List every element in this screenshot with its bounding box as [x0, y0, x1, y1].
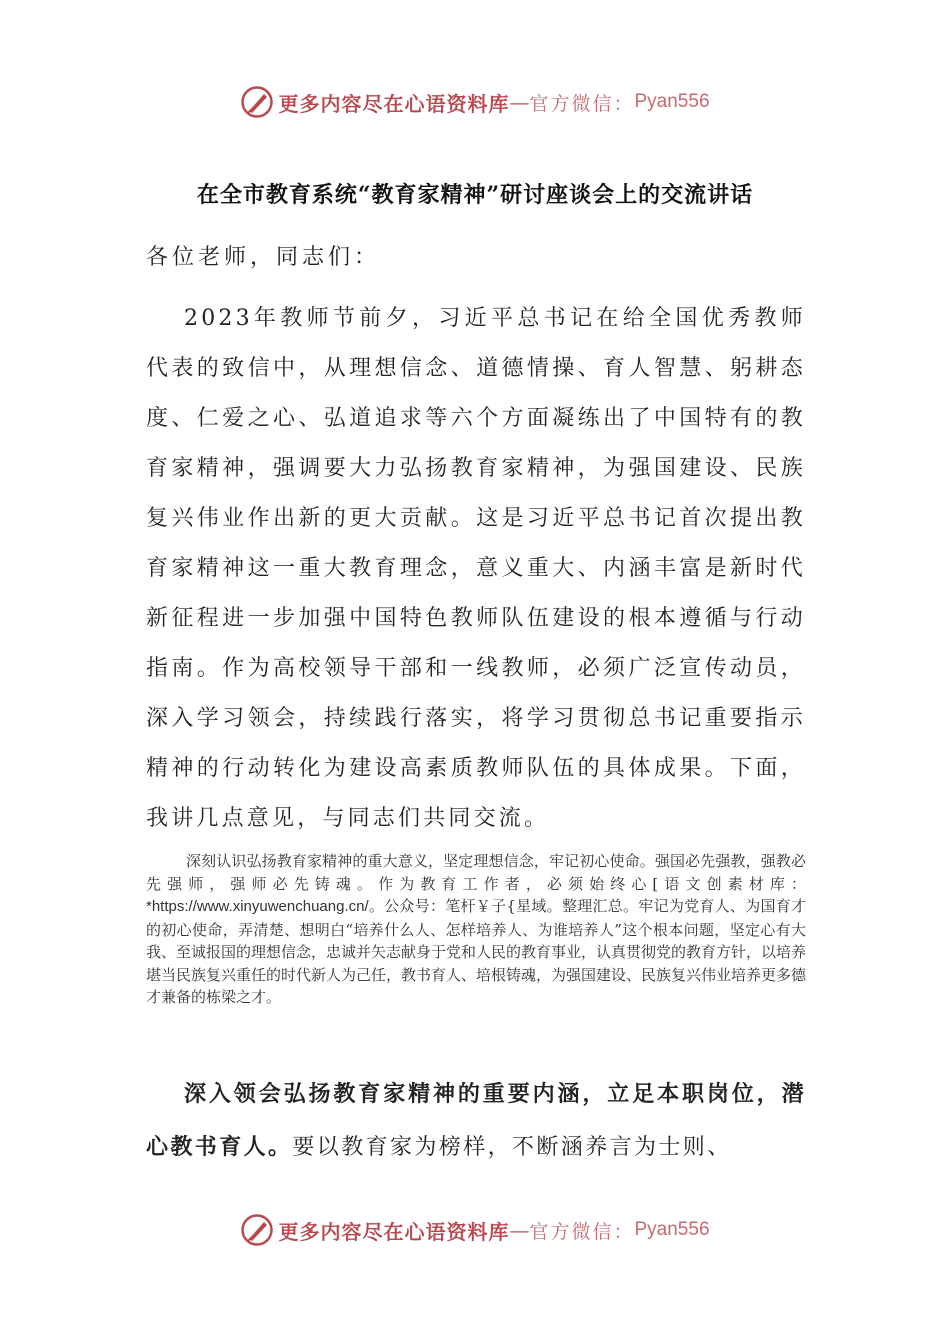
greeting: 各位老师，同志们： — [146, 245, 381, 270]
inserted-note-paragraph — [146, 850, 806, 1009]
intro-paragraph: 2023年教师节前夕，习近平总书记在给全国优秀教师代表的致信中，从理想信念、道德情操、育人智慧、躬耕态度、仁爱之心、弘道追求等六个方面凝练出了中国特有的教育家精神，强调要大力弘扬教育家精神，为强国建设、民族复兴伟业作出新的更大贡献。这是习近平总书记首次提出教育家精神这一重大教育理念，意义重大、内涵丰富是新时代新征程进一步加强中国特色教师队伍建设的根本遵循与行动指南。作为高校领导干部和一线教师，必须广泛宣传动员，深入学习领会，持续践行落实，将学习贯彻总书记重要指示精神的行动转化为建设高素质教师队伍的具体成果。下面，我讲几点意见，与同志们共同交流。 — [146, 306, 806, 831]
watermark-separator: — — [509, 1218, 530, 1242]
watermark-main-text: 更多内容尽在心语资料库 — [278, 91, 510, 116]
note-url: *https://www.xinyuwenchuang.cn/ — [146, 898, 369, 915]
watermark-sub-text: 官方微信： — [529, 92, 635, 115]
watermark-id: Pyan556 — [634, 1219, 710, 1240]
note-text-after: 。公众号：笔杆￥子{星域。整理汇总。牢记为党育人、为国育才的初心使命，弄清楚、想明白“培养什么人、怎样培养人、为谁培养人”这个根本问题，坚定心有大我、至诚报国的理想信念，忠诚并矢志献身于党和人民的教育事业，认真贯彻党的教育方针，以培养堪当民族复兴重任的时代新人为己任，教书育人、培根铸魂，为强国建设、民族复兴伟业培养更多德才兼备的栋梁之才。 — [146, 897, 807, 1006]
pen-logo-icon — [240, 1213, 274, 1247]
watermark-banner-bottom — [0, 1210, 950, 1250]
watermark-sub-text: 官方微信： — [529, 1220, 635, 1243]
watermark-main-text: 更多内容尽在心语资料库 — [278, 1219, 510, 1244]
watermark-banner-top — [0, 82, 950, 122]
note-text-before: 深刻认识弘扬教育家精神的重大意义，坚定理想信念，牢记初心使命。强国必先强教，强教必先强师，强师必先铸魂。作为教育工作者，必须始终心[语文创素材库： — [146, 852, 806, 893]
pen-logo-icon — [240, 85, 274, 119]
document-title: 在全市教育系统“教育家精神”研讨座谈会上的交流讲话 — [196, 182, 754, 208]
watermark-separator: — — [509, 90, 530, 114]
section-paragraph — [146, 1068, 806, 1174]
section-heading: 深入领会弘扬教育家精神的重要内涵，立足本职岗位，潜心教书育人。 — [146, 1081, 806, 1160]
watermark-id: Pyan556 — [634, 91, 710, 112]
section-text: 要以教育家为榜样，不断涵养言为士则、 — [292, 1135, 732, 1160]
